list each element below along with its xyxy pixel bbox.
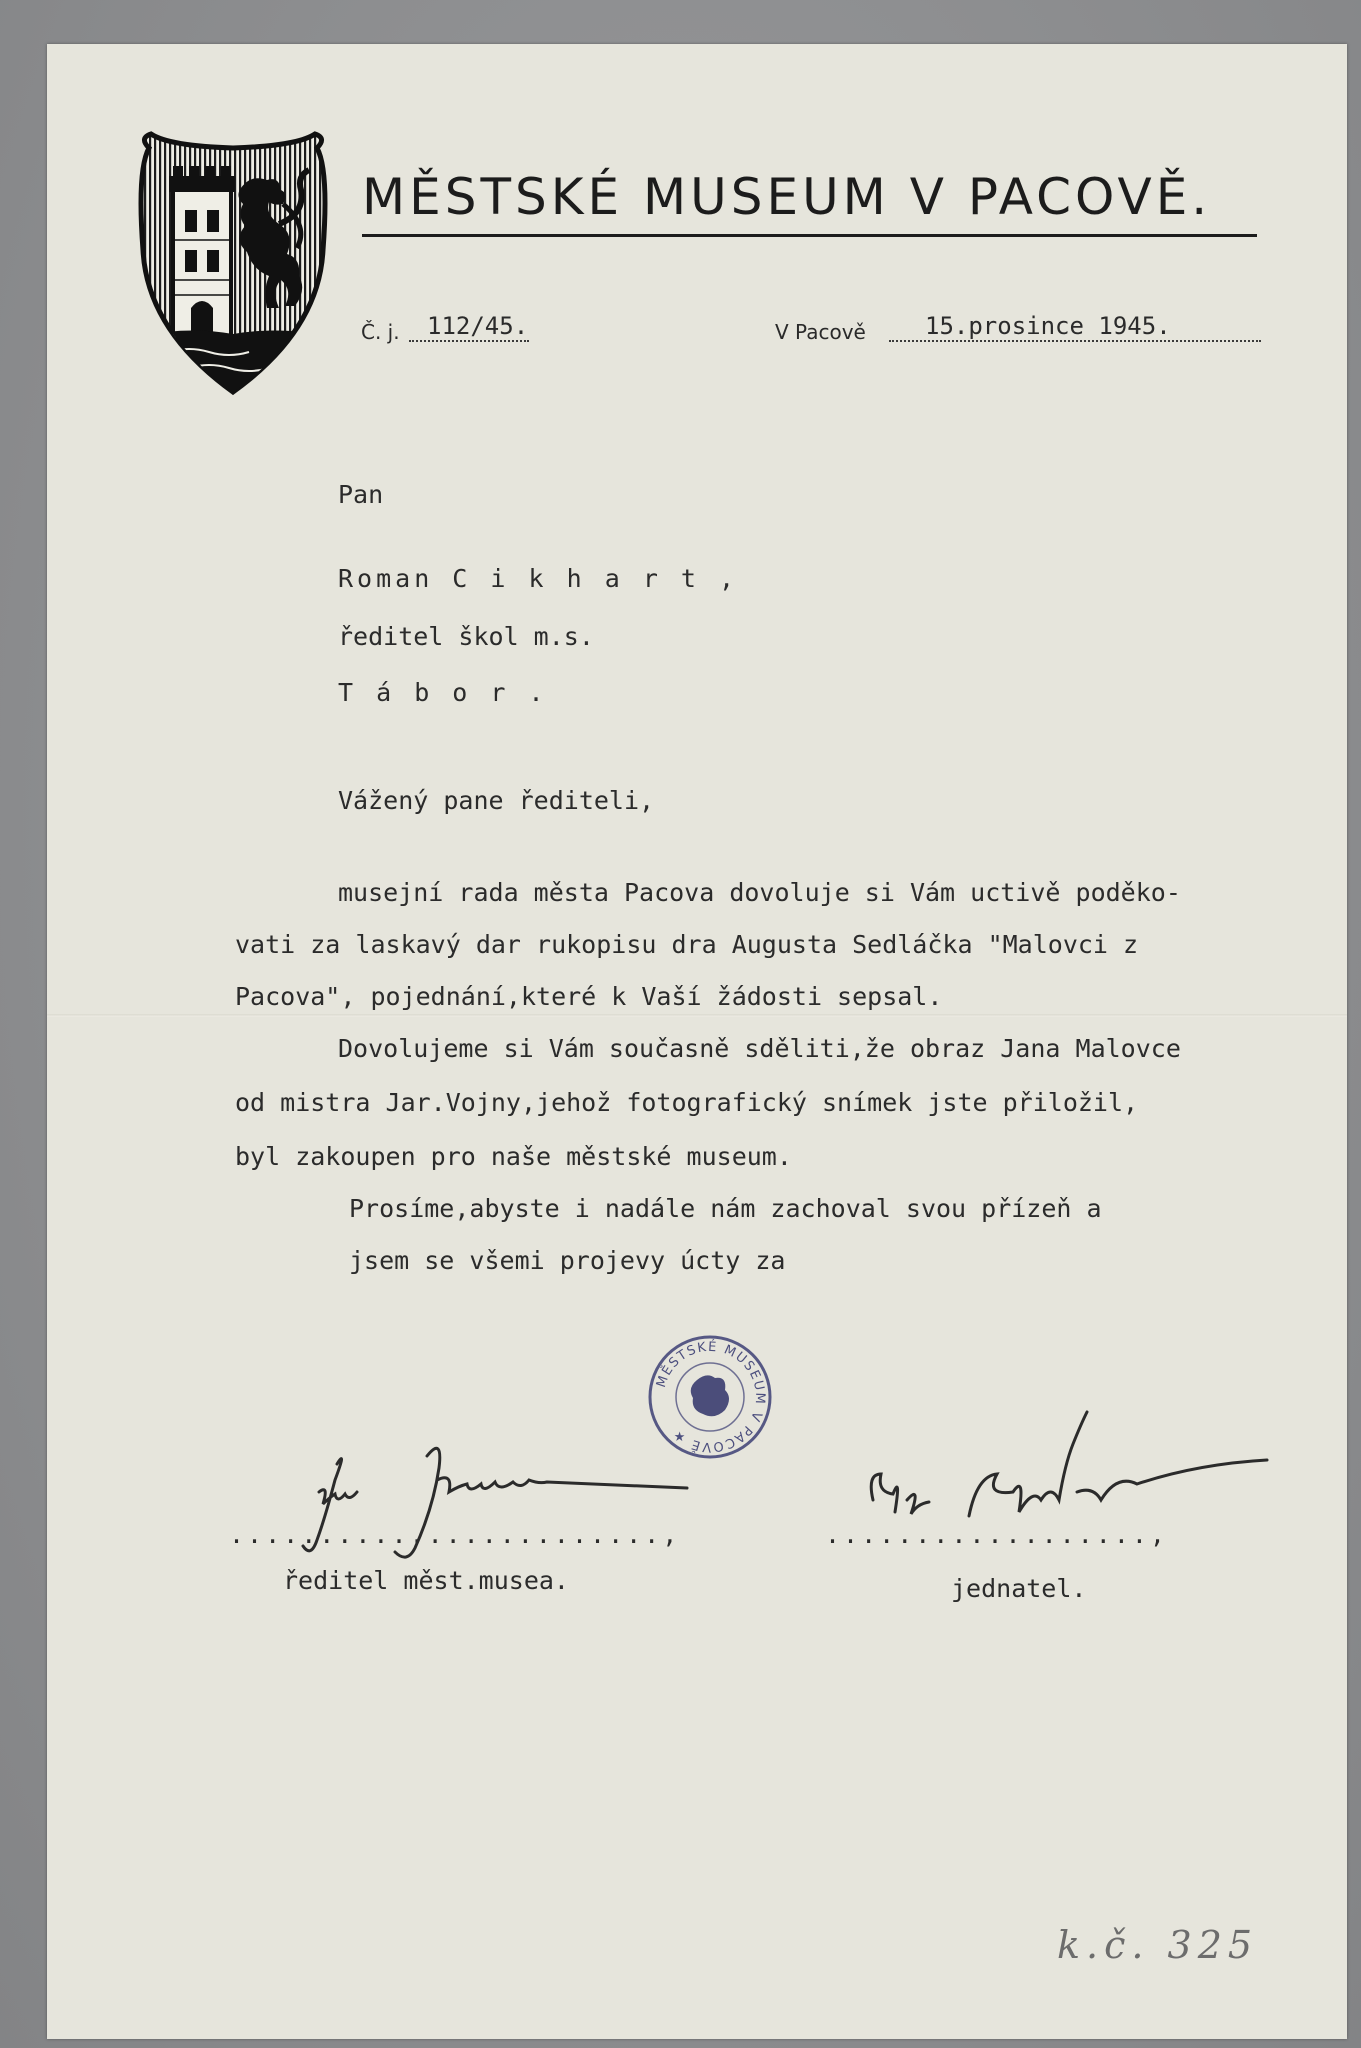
body-line: musejní rada města Pacova dovoluje si Vám uctivě poděko- [338, 878, 1181, 907]
reference-number: 112/45. [427, 312, 529, 340]
body-line: vati za laskavý dar rukopisu dra Augusta Sedláčka "Malovci z [235, 930, 1139, 959]
recipient-city: T á b o r . [338, 678, 548, 707]
secretary-signature-line: .................., [825, 1520, 1168, 1549]
archive-inventory-note: k.č. 325 [1057, 1923, 1259, 1967]
letter-date: 15.prosince 1945. [925, 312, 1171, 340]
director-role: ředitel měst.musea. [283, 1566, 569, 1595]
date-dotline [889, 340, 1261, 342]
recipient-name: Roman C i k h a r t , [338, 564, 739, 593]
reference-label: Č. j. [361, 320, 400, 344]
letter-greeting: Vážený pane řediteli, [338, 786, 655, 815]
body-line: Pacova", pojednání,které k Vaší žádosti sepsal. [235, 982, 943, 1011]
stamp-lion-icon [691, 1375, 729, 1416]
body-line: od mistra Jar.Vojny,jehož fotografický snímek jste přiložil, [235, 1088, 1139, 1117]
recipient-title: ředitel škol m.s. [338, 622, 594, 651]
reference-dotline [409, 340, 529, 342]
letterhead-title: MĚSTSKÉ MUSEUM V PACOVĚ. [362, 168, 1212, 226]
director-signature-line: ........................, [229, 1520, 681, 1549]
stamp-text: MĚSTSKÉ MUSEUM V PACOVĚ ★ [653, 1339, 768, 1455]
coat-of-arms-icon [129, 130, 337, 400]
secretary-role: jednatel. [951, 1574, 1087, 1603]
body-line: jsem se všemi projevy úcty za [349, 1246, 786, 1275]
body-line: byl zakoupen pro naše městské museum. [235, 1142, 792, 1171]
letterhead-rule [362, 234, 1257, 237]
letter-sheet [47, 44, 1347, 2039]
place-label: V Pacově [775, 320, 866, 344]
recipient-salutation: Pan [338, 480, 384, 509]
body-line: Prosíme,abyste i nadále nám zachoval svou přízeň a [349, 1194, 1102, 1223]
body-line: Dovolujeme si Vám současně sděliti,že obraz Jana Malovce [338, 1034, 1181, 1063]
